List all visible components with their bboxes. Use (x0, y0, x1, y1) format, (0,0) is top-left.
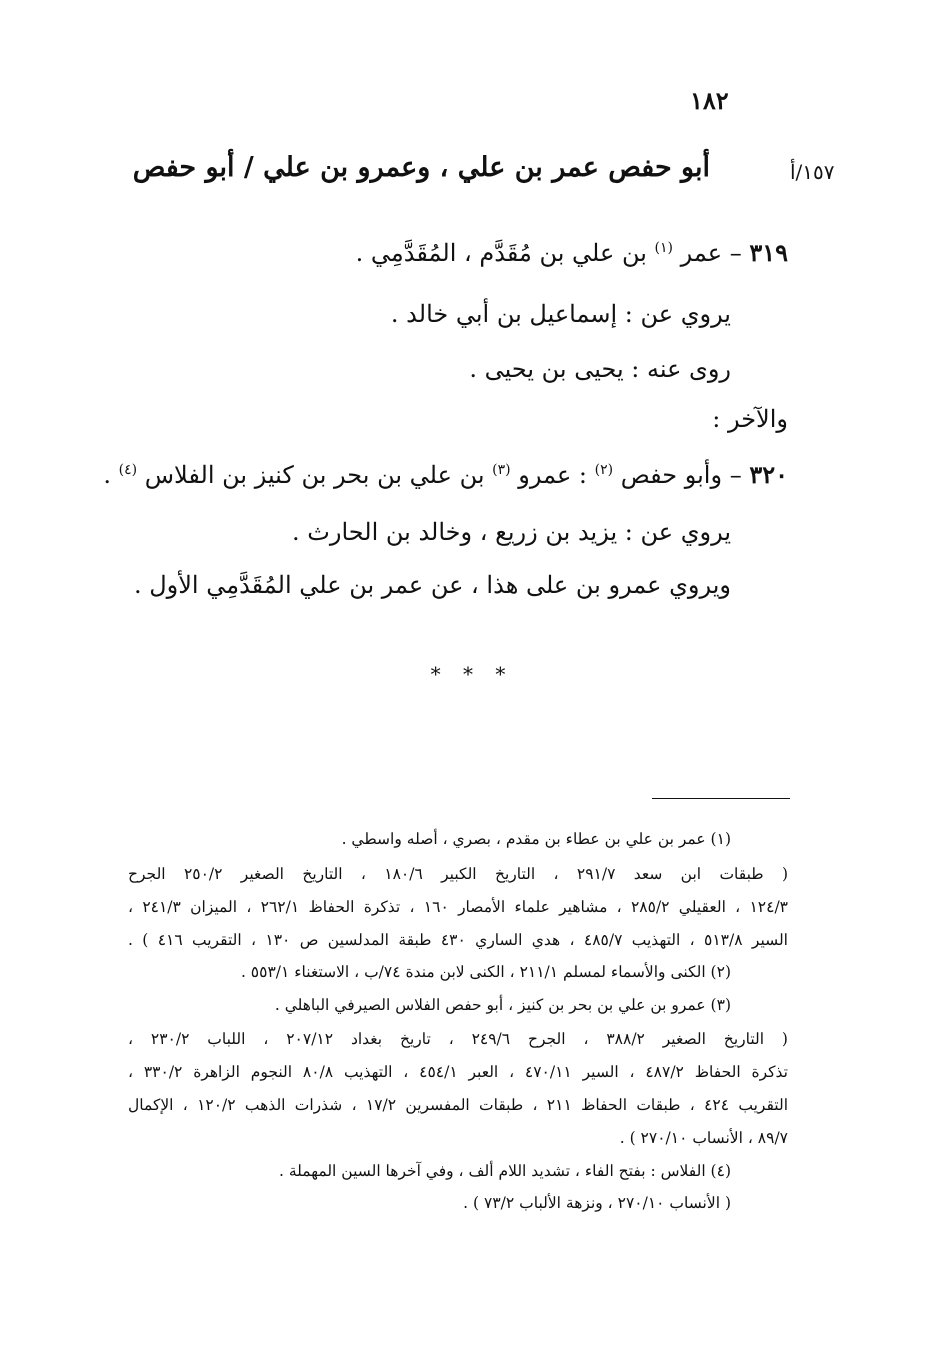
entry-text: . (103, 461, 119, 489)
footnote-line: (٤) الفلاس : بفتح الفاء ، تشديد اللام ألف ، وفي آخرها السين المهملة . (278, 1162, 731, 1180)
entry-text: – عمر (673, 239, 750, 267)
entry-number: ٣٢٠ (749, 460, 788, 489)
folio-marker: ١٥٧/أ (790, 160, 835, 184)
footnote-line: التقريب ٤٢٤ ، طبقات الحفاظ ٢١١ ، طبقات المفسرين ١٧/٢ ، شذرات الذهب ١٢٠/٢ ، الإكمال (128, 1096, 789, 1114)
footnote-line: (١) عمر بن علي بن عطاء بن مقدم ، بصري ، أصله واسطي . (341, 830, 731, 848)
narrates-from-line: يروي عن : إسماعيل بن أبي خالد . (390, 300, 731, 328)
narrated-by-line: روى عنه : يحيى بن يحيى . (469, 355, 731, 383)
footnote-divider (652, 798, 790, 799)
entry-text: : عمرو (510, 461, 595, 489)
footnote-ref: (٤) (118, 462, 138, 478)
footnote-line: ( الأنساب ٢٧٠/١٠ ، ونزهة الألباب ٧٣/٢ ) . (463, 1194, 731, 1212)
other-label: والآخر : (712, 405, 788, 433)
footnote-line: (٣) عمرو بن علي بن بحر بن كنيز ، أبو حفص الفلاس الصيرفي الباهلي . (274, 996, 731, 1014)
footnote-line: السير ٥١٣/٨ ، التهذيب ٤٨٥/٧ ، هدي الساري ٤٣٠ طبقة المدلسين ص ١٣٠ ، التقريب ٤١٦ ) . (128, 931, 788, 949)
footnote-ref: (١) (654, 240, 673, 256)
entry-text: – وأبو حفص (613, 461, 750, 489)
entry-text: بن علي بن بحر بن كنيز بن الفلاس (137, 461, 493, 489)
page-number: ١٨٢ (690, 86, 729, 115)
footnote-line: (٢) الكنى والأسماء لمسلم ٢١١/١ ، الكنى لابن مندة ٧٤/ب ، الاستغناء ٥٥٣/١ . (240, 963, 731, 981)
entry-number: ٣١٩ (749, 238, 788, 267)
narrates-note-line: ويروي عمرو بن على هذا ، عن عمر بن علي المُقَدَّمِي الأول . (133, 571, 731, 599)
narrates-from-line: يروي عن : يزيد بن زريع ، وخالد بن الحارث . (292, 518, 731, 546)
entry-320 (103, 460, 788, 489)
footnote-ref: (٢) (594, 462, 614, 478)
footnote-ref: (٣) (492, 462, 511, 478)
footnote-line: ( طبقات ابن سعد ٢٩١/٧ ، التاريخ الكبير ١٨٠/٦ ، التاريخ الصغير ٢٥٠/٢ الجرح (128, 865, 788, 883)
footnote-line: ٨٩/٧ ، الأنساب ٢٧٠/١٠ ) . (619, 1129, 788, 1147)
entry-text: بن علي بن مُقَدَّم ، المُقَدَّمِي . (355, 239, 655, 267)
entry-319 (356, 238, 788, 267)
footnote-line: تذكرة الحفاظ ٤٨٧/٢ ، السير ٤٧٠/١١ ، العبر ٤٥٤/١ ، التهذيب ٨٠/٨ النجوم الزاهرة ٣٣٠/٢ ، (128, 1063, 788, 1081)
section-heading: أبو حفص عمر بن علي ، وعمرو بن علي / أبو حفص (132, 152, 710, 183)
footnote-line: ١٢٤/٣ ، العقيلي ٢٨٥/٢ ، مشاهير علماء الأمصار ١٦٠ ، تذكرة الحفاظ ٢٦٢/١ ، الميزان ٢٤١/٣ ، (128, 898, 788, 916)
section-separator: * * * (430, 662, 514, 686)
footnote-line: ( التاريخ الصغير ٣٨٨/٢ ، الجرح ٢٤٩/٦ ، تاريخ بغداد ٢٠٧/١٢ ، اللباب ٢٣٠/٢ ، (128, 1030, 788, 1048)
